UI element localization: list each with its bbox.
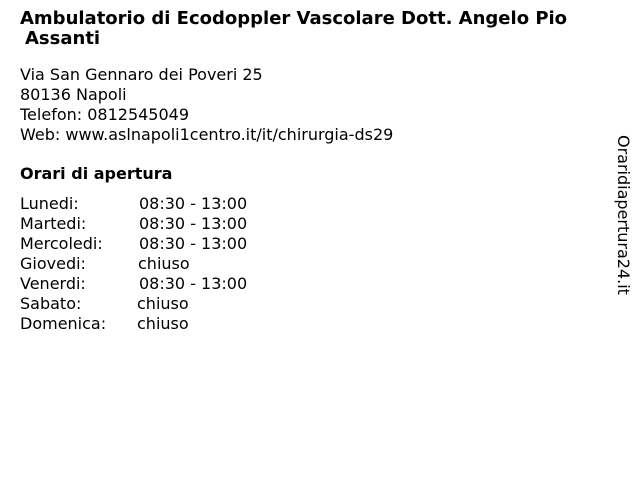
business-title-line1: Ambulatorio di Ecodoppler Vascolare Dott. Angelo Pio	[20, 8, 568, 29]
business-title	[20, 9, 620, 49]
day-label: Domenica:	[20, 314, 107, 333]
day-label: Venerdi:	[20, 274, 86, 293]
day-label: Martedi:	[20, 214, 87, 233]
website-link[interactable]: Web: www.aslnapoli1centro.it/it/chirurgia-ds29	[20, 125, 394, 144]
site-watermark: Oraridiapertura24.it	[614, 135, 633, 295]
hours-value: chiuso	[138, 254, 190, 273]
hours-value: 08:30 - 13:00	[139, 234, 248, 253]
street-address: Via San Gennaro dei Poveri 25	[20, 65, 263, 84]
hours-value: 08:30 - 13:00	[139, 274, 248, 293]
day-label: Giovedi:	[20, 254, 86, 273]
opening-hours-heading: Orari di apertura	[20, 164, 173, 183]
address-block	[20, 65, 393, 145]
hours-value: 08:30 - 13:00	[139, 194, 248, 213]
hours-value: 08:30 - 13:00	[139, 214, 248, 233]
day-label: Sabato:	[20, 294, 82, 313]
day-label: Mercoledi:	[20, 234, 103, 253]
business-title-line2: Assanti	[25, 28, 101, 49]
phone-number: Telefon: 0812545049	[20, 105, 190, 124]
hours-value: chiuso	[137, 314, 189, 333]
city-address: 80136 Napoli	[20, 85, 127, 104]
hours-value: chiuso	[137, 294, 189, 313]
day-label: Lunedi:	[20, 194, 79, 213]
